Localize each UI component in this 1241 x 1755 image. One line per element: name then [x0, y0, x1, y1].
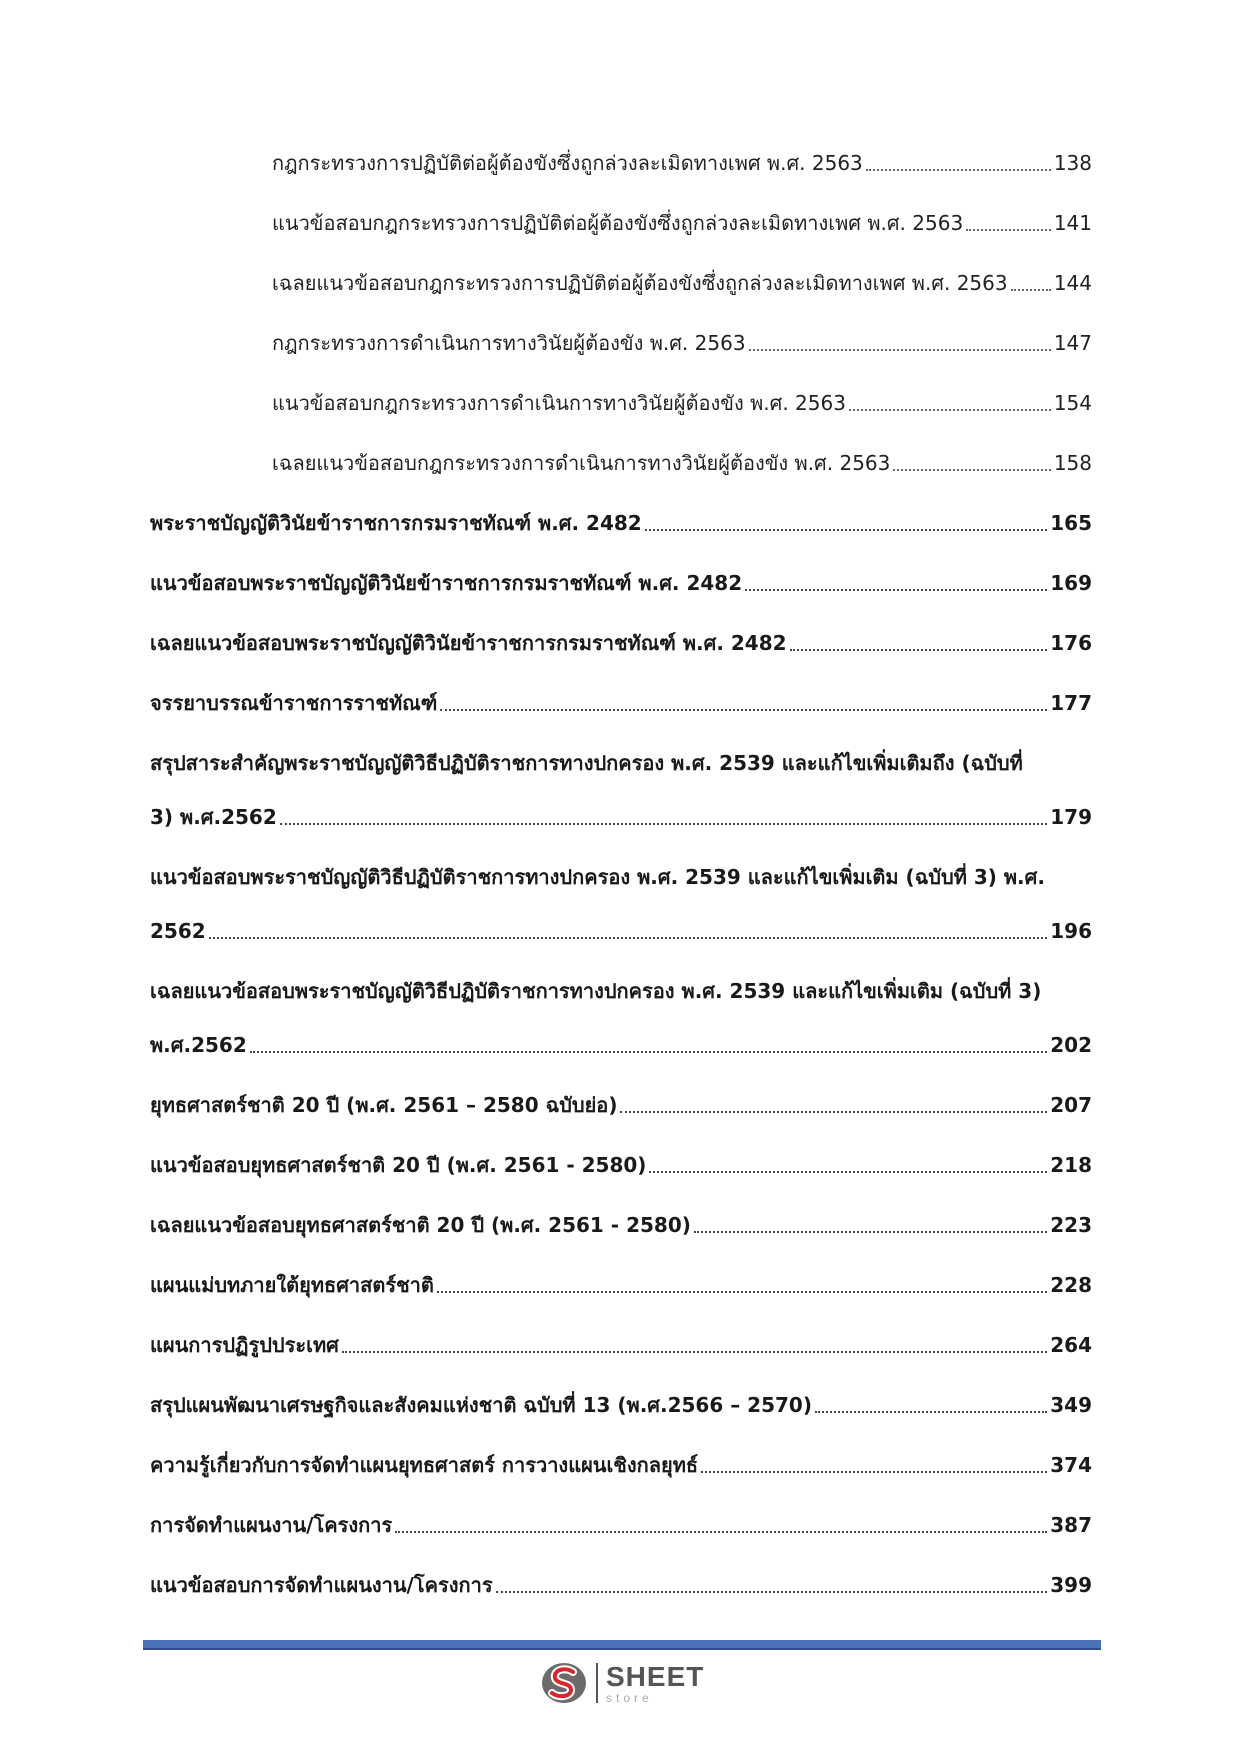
dot-leader	[209, 937, 1048, 939]
dot-leader	[649, 1171, 1047, 1173]
logo-separator	[596, 1663, 598, 1703]
toc-entry[interactable]	[150, 976, 1092, 1060]
toc-entry-title: เฉลยแนวข้อสอบยุทธศาสตร์ชาติ 20 ปี (พ.ศ. 2561 - 2580)	[150, 1213, 691, 1237]
toc-entry[interactable]	[150, 628, 1092, 658]
dot-leader	[1011, 289, 1051, 291]
toc-entry-page: 218	[1050, 1153, 1092, 1177]
toc-entry-page: 223	[1050, 1213, 1092, 1237]
dot-leader	[280, 823, 1047, 825]
dot-leader	[437, 1291, 1047, 1293]
toc-entry-page: 158	[1053, 451, 1092, 475]
dot-leader	[790, 649, 1048, 651]
toc-entry[interactable]	[150, 208, 1092, 238]
dot-leader	[701, 1471, 1047, 1473]
toc-entry-title: ความรู้เกี่ยวกับการจัดทำแผนยุทธศาสตร์ การวางแผนเชิงกลยุทธ์	[150, 1453, 699, 1477]
toc-entry[interactable]	[150, 1270, 1092, 1300]
toc-entry[interactable]	[150, 1390, 1092, 1420]
toc-entry-title: พระราชบัญญัติวินัยข้าราชการกรมราชทัณฑ์ พ.ศ. 2482	[150, 511, 642, 535]
toc-entry[interactable]	[150, 1330, 1092, 1360]
toc-entry-page: 202	[1050, 1033, 1092, 1057]
toc-entry[interactable]	[150, 508, 1092, 538]
toc-entry-page: 169	[1050, 571, 1092, 595]
toc-entry-page: 177	[1050, 691, 1092, 715]
toc-entry[interactable]	[150, 328, 1092, 358]
dot-leader	[620, 1111, 1047, 1113]
logo-text	[606, 1660, 705, 1705]
toc-entry-title: แนวข้อสอบการจัดทำแผนงาน/โครงการ	[150, 1573, 493, 1597]
toc-entry[interactable]	[150, 268, 1092, 298]
dot-leader	[966, 229, 1051, 231]
toc-entry-title-continued: 3) พ.ศ.2562	[150, 805, 277, 829]
toc-entry-page: 207	[1050, 1093, 1092, 1117]
dot-leader	[395, 1531, 1047, 1533]
dot-leader	[342, 1351, 1047, 1353]
toc-entry-title: แผนแม่บทภายใต้ยุทธศาสตร์ชาติ	[150, 1273, 434, 1297]
toc-entry[interactable]	[150, 1570, 1092, 1600]
toc-entry-title-continued: พ.ศ.2562	[150, 1033, 247, 1057]
toc-entry[interactable]	[150, 1210, 1092, 1240]
toc-entry-title: แนวข้อสอบยุทธศาสตร์ชาติ 20 ปี (พ.ศ. 2561 - 2580)	[150, 1153, 647, 1177]
footer-rule	[143, 1640, 1101, 1650]
toc-entry-title: แนวข้อสอบกฎกระทรวงการปฏิบัติต่อผู้ต้องขังซึ่งถูกล่วงละเมิดทางเพศ พ.ศ. 2563	[272, 211, 964, 235]
toc-entry[interactable]	[150, 448, 1092, 478]
toc-entry-title: แนวข้อสอบพระราชบัญญัติวิธีปฏิบัติราชการทางปกครอง พ.ศ. 2539 และแก้ไขเพิ่มเติม (ฉบับที่ 3) พ.ศ.	[150, 865, 1045, 889]
toc-entry[interactable]	[150, 1150, 1092, 1180]
toc-entry-title: การจัดทำแผนงาน/โครงการ	[150, 1513, 393, 1537]
toc-entry-page: 374	[1050, 1453, 1092, 1477]
dot-leader	[749, 349, 1051, 351]
toc-entry-title: เฉลยแนวข้อสอบกฎกระทรวงการดำเนินการทางวินัยผู้ต้องขัง พ.ศ. 2563	[272, 451, 891, 475]
toc-entry-title: สรุปสาระสำคัญพระราชบัญญัติวิธีปฏิบัติราชการทางปกครอง พ.ศ. 2539 และแก้ไขเพิ่มเติมถึง (ฉบับที่	[150, 751, 1023, 775]
toc-entry-title: เฉลยแนวข้อสอบพระราชบัญญัติวินัยข้าราชการกรมราชทัณฑ์ พ.ศ. 2482	[150, 631, 787, 655]
dot-leader	[745, 589, 1047, 591]
dot-leader	[694, 1231, 1047, 1233]
toc-entry-title: แนวข้อสอบพระราชบัญญัติวินัยข้าราชการกรมราชทัณฑ์ พ.ศ. 2482	[150, 571, 743, 595]
toc-entry[interactable]	[150, 688, 1092, 718]
toc-entry[interactable]	[150, 1450, 1092, 1480]
toc-entry-page: 349	[1050, 1393, 1092, 1417]
toc-entry-page: 387	[1050, 1513, 1092, 1537]
toc-entry-title: สรุปแผนพัฒนาเศรษฐกิจและสังคมแห่งชาติ ฉบับที่ 13 (พ.ศ.2566 – 2570)	[150, 1393, 812, 1417]
toc-entry[interactable]	[150, 1510, 1092, 1540]
dot-leader	[645, 529, 1048, 531]
toc-entry-page: 399	[1050, 1573, 1092, 1597]
toc-entry-page: 264	[1050, 1333, 1092, 1357]
toc-entry[interactable]	[150, 1090, 1092, 1120]
dot-leader	[440, 709, 1047, 711]
toc-entry-page: 141	[1053, 211, 1092, 235]
toc-entry-title: แผนการปฏิรูปประเทศ	[150, 1333, 339, 1357]
toc-entry-page: 147	[1053, 331, 1092, 355]
toc-entry-page: 138	[1053, 151, 1092, 175]
dot-leader	[496, 1591, 1048, 1593]
dot-leader	[815, 1411, 1047, 1413]
toc-entry[interactable]	[150, 148, 1092, 178]
toc-entry-title-continued: 2562	[150, 919, 206, 943]
toc-entry-page: 228	[1050, 1273, 1092, 1297]
toc-entry-title: เฉลยแนวข้อสอบกฎกระทรวงการปฏิบัติต่อผู้ต้องขังซึ่งถูกล่วงละเมิดทางเพศ พ.ศ. 2563	[272, 271, 1008, 295]
toc-entry-title: เฉลยแนวข้อสอบพระราชบัญญัติวิธีปฏิบัติราชการทางปกครอง พ.ศ. 2539 และแก้ไขเพิ่มเติม (ฉบับที่ 3)	[150, 979, 1042, 1003]
toc-entry-page: 154	[1053, 391, 1092, 415]
dot-leader	[866, 169, 1051, 171]
toc-entry-page: 176	[1050, 631, 1092, 655]
toc-entry-title: กฎกระทรวงการดำเนินการทางวินัยผู้ต้องขัง พ.ศ. 2563	[272, 331, 746, 355]
toc-entry[interactable]	[150, 388, 1092, 418]
sheet-store-logo	[540, 1655, 704, 1711]
table-of-contents	[150, 148, 1092, 1630]
toc-entry[interactable]	[150, 568, 1092, 598]
toc-entry-title: จรรยาบรรณข้าราชการราชทัณฑ์	[150, 691, 438, 715]
toc-entry-page: 165	[1050, 511, 1092, 535]
logo-s-icon	[540, 1659, 588, 1707]
toc-entry-title: ยุทธศาสตร์ชาติ 20 ปี (พ.ศ. 2561 – 2580 ฉบับย่อ)	[150, 1093, 618, 1117]
logo-main-text: SHEET	[606, 1660, 705, 1692]
toc-entry-title: แนวข้อสอบกฎกระทรวงการดำเนินการทางวินัยผู้ต้องขัง พ.ศ. 2563	[272, 391, 846, 415]
toc-entry-page: 196	[1050, 919, 1092, 943]
dot-leader	[893, 469, 1050, 471]
dot-leader	[849, 409, 1051, 411]
toc-entry-page: 179	[1050, 805, 1092, 829]
toc-entry[interactable]	[150, 748, 1092, 832]
logo-sub-text: store	[606, 1690, 653, 1705]
toc-entry-title: กฎกระทรวงการปฏิบัติต่อผู้ต้องขังซึ่งถูกล่วงละเมิดทางเพศ พ.ศ. 2563	[272, 151, 863, 175]
toc-entry[interactable]	[150, 862, 1092, 946]
dot-leader	[250, 1051, 1048, 1053]
toc-entry-page: 144	[1053, 271, 1092, 295]
